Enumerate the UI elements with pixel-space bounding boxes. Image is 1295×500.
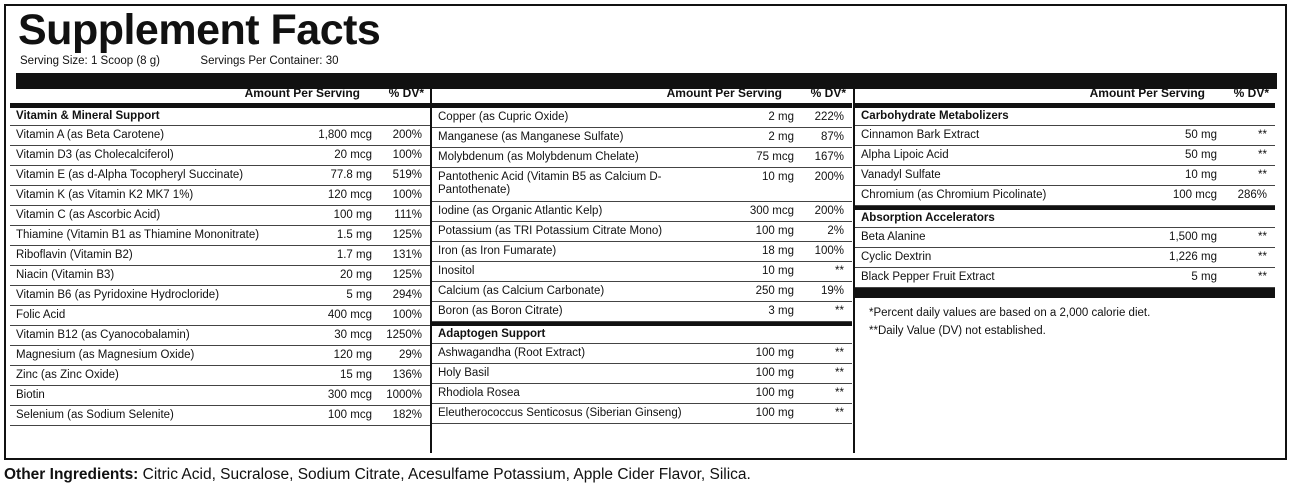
- nutrient-amount: 18 mg: [762, 245, 794, 257]
- nutrient-amount: 100 mg: [755, 387, 794, 399]
- nutrient-amount: 5 mg: [346, 289, 372, 301]
- nutrient-amount: 20 mg: [340, 269, 372, 281]
- nutrient-dv: 131%: [392, 249, 422, 261]
- dv-header: % DV*: [810, 86, 846, 100]
- nutrient-amount: 100 mg: [755, 367, 794, 379]
- nutrient-amount: 1,226 mg: [1169, 251, 1217, 263]
- nutrient-dv: 2%: [827, 225, 844, 237]
- nutrient-dv: 19%: [820, 285, 844, 297]
- nutrient-name: Vitamin E (as d-Alpha Tocopheryl Succinate): [16, 169, 244, 181]
- nutrient-dv: 100%: [392, 189, 422, 201]
- nutrient-dv: 200%: [814, 171, 844, 183]
- nutrient-dv: 111%: [394, 209, 422, 221]
- nutrient-dv: 125%: [392, 229, 422, 241]
- nutrient-amount: 100 mg: [333, 209, 372, 221]
- nutrient-name: Calcium (as Calcium Carbonate): [438, 285, 605, 297]
- nutrient-amount: 400 mcg: [327, 309, 372, 321]
- other-ingredients-text: Citric Acid, Sucralose, Sodium Citrate, Acesulfame Potassium, Apple Cider Flavor, Silica.: [138, 466, 751, 483]
- table-row: [855, 146, 1275, 166]
- nutrient-amount: 15 mg: [340, 369, 372, 381]
- table-row: [855, 166, 1275, 186]
- section-title: Carbohydrate Metabolizers: [855, 108, 1275, 126]
- nutrient-name: Vitamin D3 (as Cholecalciferol): [16, 149, 174, 161]
- nutrient-name: Cinnamon Bark Extract: [861, 129, 980, 141]
- nutrient-dv: **: [835, 305, 844, 317]
- nutrient-dv: 1000%: [386, 389, 422, 401]
- table-row: [432, 148, 852, 168]
- servings-per-container: Servings Per Container: 30: [200, 55, 339, 67]
- nutrient-name: Black Pepper Fruit Extract: [861, 271, 995, 283]
- nutrient-amount: 75 mcg: [756, 151, 794, 163]
- footnote-dv: **Daily Value (DV) not established.: [869, 325, 1046, 337]
- nutrient-amount: 20 mcg: [334, 149, 372, 161]
- nutrient-dv: **: [835, 407, 844, 419]
- nutrient-dv: **: [1258, 129, 1267, 141]
- nutrient-dv: 222%: [814, 111, 844, 123]
- footnote-percent: *Percent daily values are based on a 2,000 calorie diet.: [869, 307, 1151, 319]
- table-row: [855, 248, 1275, 268]
- nutrient-amount: 100 mg: [755, 347, 794, 359]
- amount-header: Amount Per Serving: [1089, 86, 1205, 100]
- nutrient-name: Potassium (as TRI Potassium Citrate Mono): [438, 225, 663, 237]
- nutrient-amount: 10 mg: [762, 265, 794, 277]
- nutrient-name: Holy Basil: [438, 367, 490, 379]
- nutrient-amount: 100 mcg: [327, 409, 372, 421]
- nutrient-name: Inositol: [438, 265, 475, 277]
- nutrient-amount: 120 mg: [333, 349, 372, 361]
- table-row: [10, 226, 430, 246]
- nutrient-dv: 136%: [392, 369, 422, 381]
- nutrient-amount: 3 mg: [768, 305, 794, 317]
- nutrient-amount: 1,800 mcg: [318, 129, 372, 141]
- other-ingredients-label: Other Ingredients:: [4, 466, 139, 483]
- table-row: [10, 206, 430, 226]
- amount-header: Amount Per Serving: [244, 86, 360, 100]
- nutrient-name: Zinc (as Zinc Oxide): [16, 369, 119, 381]
- table-row: [10, 186, 430, 206]
- nutrient-dv: 182%: [392, 409, 422, 421]
- section-title: Vitamin & Mineral Support: [10, 108, 430, 126]
- nutrient-amount: 5 mg: [1191, 271, 1217, 283]
- nutrient-amount: 50 mg: [1185, 129, 1217, 141]
- nutrient-name: Molybdenum (as Molybdenum Chelate): [438, 151, 639, 163]
- nutrient-dv: 167%: [814, 151, 844, 163]
- column-3: [855, 83, 1275, 455]
- nutrient-name: Vitamin C (as Ascorbic Acid): [16, 209, 161, 221]
- serving-size: Serving Size: 1 Scoop (8 g): [20, 55, 160, 67]
- nutrient-amount: 100 mg: [755, 407, 794, 419]
- table-row: [10, 286, 430, 306]
- nutrient-name: Vitamin B6 (as Pyridoxine Hydrocloride): [16, 289, 220, 301]
- table-row: [10, 366, 430, 386]
- nutrient-name: Biotin: [16, 389, 45, 401]
- nutrient-amount: 10 mg: [762, 171, 794, 183]
- table-row: [432, 202, 852, 222]
- nutrient-dv: 200%: [392, 129, 422, 141]
- column-header: [855, 83, 1275, 104]
- nutrient-amount: 100 mcg: [1172, 189, 1217, 201]
- nutrient-amount: 10 mg: [1185, 169, 1217, 181]
- nutrient-dv: **: [1258, 231, 1267, 243]
- table-row: [10, 346, 430, 366]
- table-row: [432, 344, 852, 364]
- table-row: [855, 268, 1275, 288]
- table-row: [432, 242, 852, 262]
- nutrient-amount: 50 mg: [1185, 149, 1217, 161]
- nutrient-dv: **: [835, 265, 844, 277]
- table-row: [10, 146, 430, 166]
- nutrient-amount: 300 mcg: [749, 205, 794, 217]
- dv-header: % DV*: [1233, 86, 1269, 100]
- nutrient-name: Niacin (Vitamin B3): [16, 269, 115, 281]
- nutrient-dv: 87%: [820, 131, 844, 143]
- nutrient-amount: 120 mcg: [327, 189, 372, 201]
- table-row: [432, 222, 852, 242]
- nutrient-amount: 2 mg: [768, 111, 794, 123]
- nutrient-name: Pantothenic Acid (Vitamin B5 as Calcium D-Pantothenate): [438, 171, 662, 196]
- nutrient-amount: 77.8 mg: [330, 169, 372, 181]
- nutrient-dv: 100%: [392, 149, 422, 161]
- other-ingredients: [4, 466, 751, 484]
- dv-header: % DV*: [388, 86, 424, 100]
- nutrient-amount: 100 mg: [755, 225, 794, 237]
- table-row: [432, 108, 852, 128]
- nutrient-name: Ashwagandha (Root Extract): [438, 347, 586, 359]
- table-row: [10, 406, 430, 426]
- nutrient-dv: 1250%: [386, 329, 422, 341]
- column-header: [432, 83, 852, 104]
- nutrient-name: Thiamine (Vitamin B1 as Thiamine Mononitrate): [16, 229, 260, 241]
- nutrient-dv: 200%: [814, 205, 844, 217]
- nutrient-name: Beta Alanine: [861, 231, 926, 243]
- table-row: [432, 262, 852, 282]
- column-header: [10, 83, 430, 104]
- section-title: Absorption Accelerators: [855, 210, 1275, 228]
- footer-bar: [855, 288, 1275, 298]
- nutrient-dv: **: [1258, 149, 1267, 161]
- nutrient-dv: **: [835, 387, 844, 399]
- nutrient-name: Vitamin B12 (as Cyanocobalamin): [16, 329, 190, 341]
- nutrient-name: Vitamin K (as Vitamin K2 MK7 1%): [16, 189, 194, 201]
- table-row: [10, 326, 430, 346]
- table-row: [432, 302, 852, 322]
- nutrient-amount: 30 mcg: [334, 329, 372, 341]
- table-row: [10, 246, 430, 266]
- nutrient-amount: 300 mcg: [327, 389, 372, 401]
- nutrient-dv: **: [835, 367, 844, 379]
- nutrient-amount: 1.5 mg: [336, 229, 372, 241]
- table-row: [10, 306, 430, 326]
- nutrient-name: Vitamin A (as Beta Carotene): [16, 129, 165, 141]
- nutrient-dv: 519%: [392, 169, 422, 181]
- table-row: [10, 126, 430, 146]
- table-row: [10, 386, 430, 406]
- nutrient-name: Copper (as Cupric Oxide): [438, 111, 569, 123]
- table-row: [432, 168, 852, 202]
- table-row: [855, 186, 1275, 206]
- nutrient-dv: 294%: [392, 289, 422, 301]
- nutrient-name: Iron (as Iron Fumarate): [438, 245, 557, 257]
- table-row: [432, 364, 852, 384]
- nutrient-amount: 250 mg: [755, 285, 794, 297]
- nutrient-name: Rhodiola Rosea: [438, 387, 520, 399]
- nutrient-amount: 2 mg: [768, 131, 794, 143]
- panel-title: Supplement Facts: [18, 6, 381, 54]
- nutrient-name: Cyclic Dextrin: [861, 251, 932, 263]
- table-row: [432, 128, 852, 148]
- nutrient-name: Vanadyl Sulfate: [861, 169, 941, 181]
- table-row: [855, 228, 1275, 248]
- nutrient-dv: 100%: [814, 245, 844, 257]
- nutrient-dv: 286%: [1237, 189, 1267, 201]
- table-row: [10, 266, 430, 286]
- table-row: [10, 166, 430, 186]
- nutrient-name: Selenium (as Sodium Selenite): [16, 409, 174, 421]
- nutrient-name: Boron (as Boron Citrate): [438, 305, 563, 317]
- nutrient-name: Chromium (as Chromium Picolinate): [861, 189, 1047, 201]
- nutrient-dv: 125%: [392, 269, 422, 281]
- nutrient-name: Eleutherococcus Senticosus (Siberian Ginseng): [438, 407, 682, 419]
- column-2: [432, 83, 852, 455]
- amount-header: Amount Per Serving: [666, 86, 782, 100]
- section-title: Adaptogen Support: [432, 326, 852, 344]
- column-1: [10, 83, 430, 455]
- nutrient-dv: **: [1258, 169, 1267, 181]
- nutrient-amount: 1.7 mg: [336, 249, 372, 261]
- nutrient-dv: 100%: [392, 309, 422, 321]
- nutrient-dv: **: [1258, 251, 1267, 263]
- nutrient-dv: 29%: [398, 349, 422, 361]
- nutrient-name: Magnesium (as Magnesium Oxide): [16, 349, 195, 361]
- nutrient-dv: **: [1258, 271, 1267, 283]
- nutrient-dv: **: [835, 347, 844, 359]
- table-row: [855, 126, 1275, 146]
- nutrient-name: Riboflavin (Vitamin B2): [16, 249, 133, 261]
- table-row: [432, 404, 852, 424]
- serving-info: [20, 55, 338, 67]
- nutrient-name: Alpha Lipoic Acid: [861, 149, 949, 161]
- table-row: [432, 282, 852, 302]
- nutrient-name: Manganese (as Manganese Sulfate): [438, 131, 624, 143]
- table-row: [432, 384, 852, 404]
- nutrient-name: Iodine (as Organic Atlantic Kelp): [438, 205, 603, 217]
- nutrient-name: Folic Acid: [16, 309, 66, 321]
- nutrient-amount: 1,500 mg: [1169, 231, 1217, 243]
